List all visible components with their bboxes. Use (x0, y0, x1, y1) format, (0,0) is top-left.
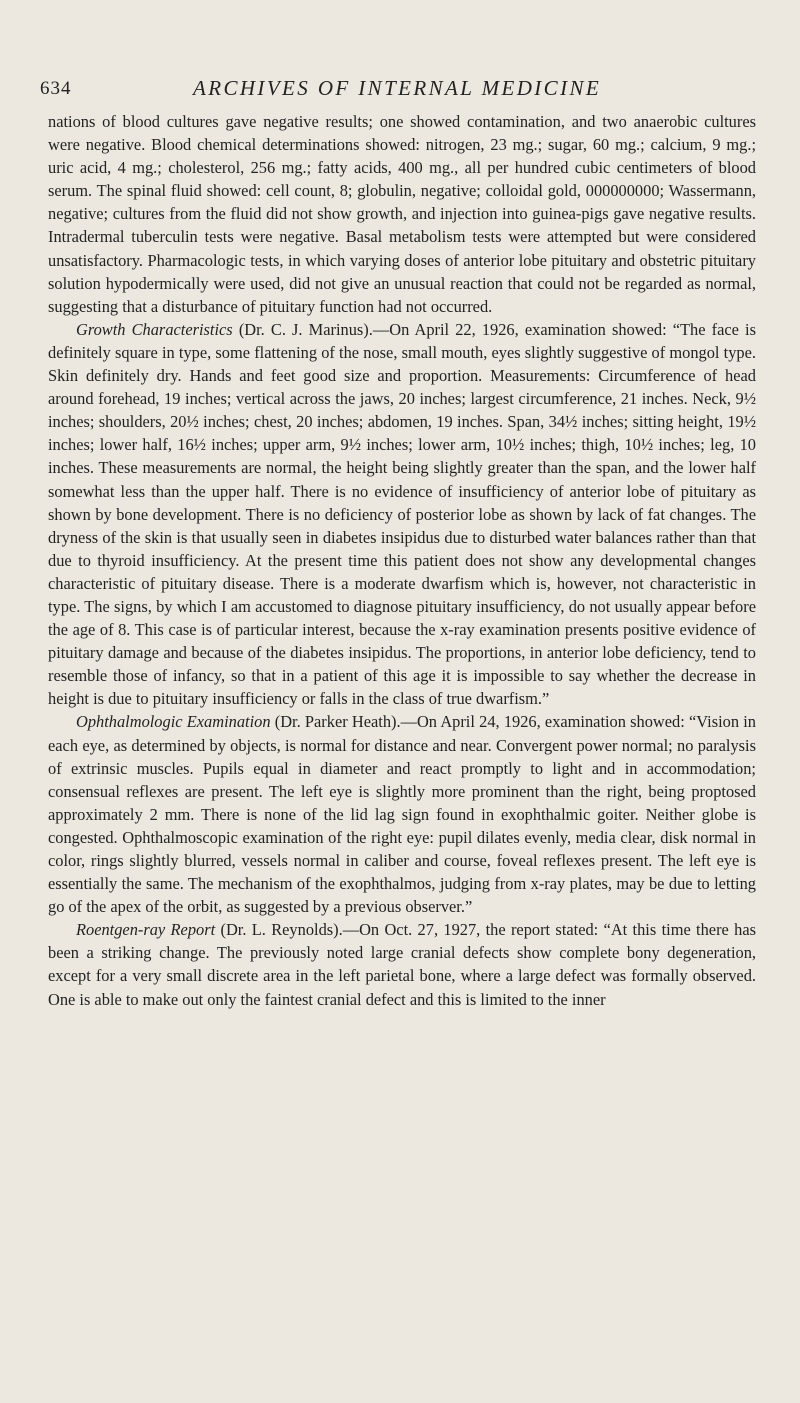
journal-title: ARCHIVES OF INTERNAL MEDICINE (193, 76, 602, 100)
running-header (40, 70, 756, 110)
paragraph-text: (Dr. Parker Heath).—On April 24, 1926, examination showed: “Vision in each eye, as determined by objects, is normal for distance and near. Convergent power normal; no paralysis of extrinsic muscles. Pupils equal in diameter and react promptly to light and in accommodation; consensual reflexes are present. The left eye is slightly more prominent than the right, being proptosed approximately 2 mm. There is none of the lid lag sign found in exophthalmic goiter. Neither globe is congested. Ophthalmoscopic examination of the right eye: pupil dilates evenly, media clear, disk normal in color, rings slightly blurred, vessels normal in caliber and course, foveal reflexes present. The left eye is essentially the same. The mechanism of the exophthalmos, judging from x-ray plates, may be due to letting go of the apex of the orbit, as suggested by a previous observer.” (48, 712, 756, 917)
page-number: 634 (40, 78, 72, 99)
paragraph-roentgen-ray-report (48, 918, 756, 1010)
paragraph-growth-characteristics (48, 318, 756, 711)
paragraph-ophthalmologic-examination (48, 710, 756, 918)
article-body (48, 110, 756, 1011)
section-heading: Ophthalmologic Examination (76, 712, 271, 732)
section-heading: Roentgen-ray Report (76, 920, 216, 940)
paragraph-text: nations of blood cultures gave negative results; one showed contamination, and two anaerobic cultures were negative. Blood chemical determinations showed: nitrogen, 23 mg.; sugar, 60 mg.; calcium, 9 mg.; uric acid, 4 mg.; cholesterol, 256 mg.; fatty acids, 400 mg., all per hundred cubic centimeters of blood serum. The spinal fluid showed: cell count, 8; globulin, negative; colloidal gold, 000000000; Wassermann, negative; cultures from the fluid did not show growth, and injection into guinea-pigs gave negative results. Intradermal tuberculin tests were negative. Basal metabolism tests were attempted but were considered unsatisfactory. Pharmacologic tests, in which varying doses of anterior lobe pituitary and obstetric pituitary solution hypodermically were used, did not give an unusual reaction that could not be regarded as normal, suggesting that a disturbance of pituitary function had not occurred. (48, 112, 756, 316)
paragraph-text: (Dr. C. J. Marinus).—On April 22, 1926, examination showed: “The face is definitely square in type, some flattening of the nose, small mouth, eyes slightly suggestive of mongol type. Skin definitely dry. Hands and feet good size and proportion. Measurements: Circumference of head around forehead, 19 inches; vertical across the jaws, 20 inches; largest circumference, 21 inches. Neck, 9½ inches; shoulders, 20½ inches; chest, 20 inches; abdomen, 19 inches. Span, 34½ inches; sitting height, 19½ inches; lower half, 16½ inches; upper arm, 9½ inches; lower arm, 10½ inches; thigh, 10½ inches; leg, 10 inches. These measurements are normal, the height being slightly greater than the span, and the lower half somewhat less than the upper half. There is no evidence of insufficiency of anterior lobe of pituitary as shown by bone development. There is no deficiency of posterior lobe as shown by lack of fat changes. The dryness of the skin is that usually seen in diabetes insipidus due to disturbed water balances rather than that due to thyroid insufficiency. At the present time this patient does not show any developmental changes characteristic of pituitary disease. There is a moderate dwarfism which is, however, not characteristic in type. The signs, by which I am accustomed to diagnose pituitary insufficiency, do not usually appear before the age of 8. This case is of particular interest, because the x-ray examination presents positive evidence of pituitary damage and because of the diabetes insipidus. The proportions, in anterior lobe deficiency, tend to resemble those of infancy, so that in a patient of this age it is impossible to say whether the decrease in height is due to pituitary insufficiency or falls in the class of true dwarfism.” (48, 319, 756, 709)
section-heading: Growth Characteristics (76, 319, 233, 339)
paragraph-text: (Dr. L. Reynolds).—On Oct. 27, 1927, the report stated: “At this time there has been a striking change. The previously noted large cranial defects show complete bony degeneration, except for a very small discrete area in the left parietal bone, where a large defect was formally observed. One is able to make out only the faintest cranial defect and this is limited to the inner (48, 920, 756, 1009)
paragraph-lab-results (48, 110, 756, 318)
